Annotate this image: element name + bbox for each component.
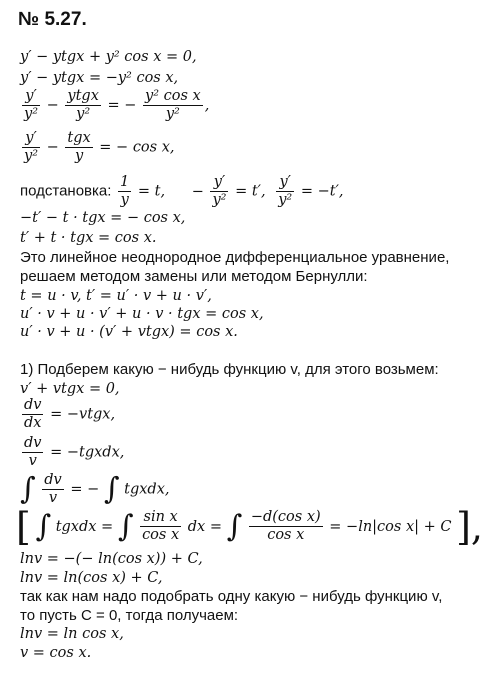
substitution-line: подстановка: $\frac{1}{y}$ = t, − $\frac{y'}{\text{y²}}$ = t′, $\frac{y'}{\text{y²}}$ = −t′, bbox=[20, 174, 344, 208]
equation-15: [ ∫ tgxdx = ∫ $\frac{\text{sin x}}{\text{cos x}}$ dx = ∫ $\frac{\text{−d(cos x)}}{\text{cos x}}$ = −ln|cos x| + C ], bbox=[16, 505, 483, 549]
fraction: $\frac{\text{sin x}}{\text{cos x}}$ bbox=[142, 509, 180, 544]
fraction: $\frac{dv}{v}$ bbox=[24, 435, 42, 469]
fraction: $\frac{\text{−d(cos x)}}{\text{cos x}}$ bbox=[250, 509, 321, 544]
equation-2: y′ − ytgx = −y² cos x, bbox=[20, 70, 179, 86]
fraction: $\frac{dv}{v}$ bbox=[44, 472, 62, 506]
equation-13: $\frac{dv}{v}$ = −tgxdx, bbox=[24, 435, 125, 469]
equation-6: −t′ − t · tgx = − cos x, bbox=[20, 210, 186, 226]
text-let-c-zero: то пусть C = 0, тогда получаем: bbox=[20, 607, 239, 624]
equation-17: lnv = ln(cos x) + C, bbox=[20, 570, 163, 586]
fraction: $\frac{y'}{\text{y²}}$ bbox=[212, 174, 227, 208]
fraction: $\frac{dv}{dx}$ bbox=[24, 397, 42, 431]
equation-14: ∫ $\frac{dv}{v}$ = − ∫ tgxdx, bbox=[20, 471, 170, 507]
text-linear-equation: Это линейное неоднородное дифференциальное уравнение, bbox=[20, 249, 450, 266]
equation-18: lnv = ln cos x, bbox=[20, 626, 124, 642]
equation-7: t′ + t · tgx = cos x. bbox=[20, 230, 157, 246]
equation-10: u′ · v + u · (v′ + vtgx) = cos x. bbox=[20, 324, 238, 340]
equation-4: $\frac{y'}{\text{y²}}$ − $\frac{\text{tgx}}{y}$ = − cos x, bbox=[24, 130, 175, 164]
fraction: $\frac{\text{tgx}}{y}$ bbox=[67, 130, 91, 164]
equation-8: t = u · v, t′ = u′ · v + u · v′, bbox=[20, 288, 212, 304]
fraction: $\frac{1}{y}$ bbox=[120, 174, 130, 208]
text-method: решаем методом замены или методом Бернулли: bbox=[20, 268, 368, 285]
equation-1: y′ − ytgx + y² cos x = 0, bbox=[20, 49, 197, 65]
fraction: $\frac{\text{ytgx}}{\text{y²}}$ bbox=[67, 88, 99, 122]
fraction: $\frac{y'}{\text{y²}}$ bbox=[24, 88, 39, 122]
fraction: $\frac{y'}{\text{y²}}$ bbox=[278, 174, 293, 208]
problem-number: № 5.27. bbox=[18, 9, 87, 30]
equation-9: u′ · v + u · v′ + u · v · tgx = cos x, bbox=[20, 306, 264, 322]
text-choose-function: так как нам надо подобрать одну какую − нибудь функцию v, bbox=[20, 588, 443, 605]
text-step-1: 1) Подберем какую − нибудь функцию v, для этого возьмем: bbox=[20, 361, 439, 378]
equation-11: v′ + vtgx = 0, bbox=[20, 381, 120, 397]
fraction: $\frac{y'}{\text{y²}}$ bbox=[24, 130, 39, 164]
equation-3: $\frac{y'}{\text{y²}}$ − $\frac{\text{ytgx}}{\text{y²}}$ = − $\frac{\text{y² cos x}}{\text{y²}}$ , bbox=[24, 88, 210, 122]
equation-12: $\frac{dv}{dx}$ = −vtgx, bbox=[24, 397, 116, 431]
equation-16: lnv = −(− ln(cos x)) + C, bbox=[20, 551, 203, 567]
equation-19: v = cos x. bbox=[20, 645, 92, 661]
fraction: $\frac{\text{y² cos x}}{\text{y²}}$ bbox=[145, 88, 201, 122]
